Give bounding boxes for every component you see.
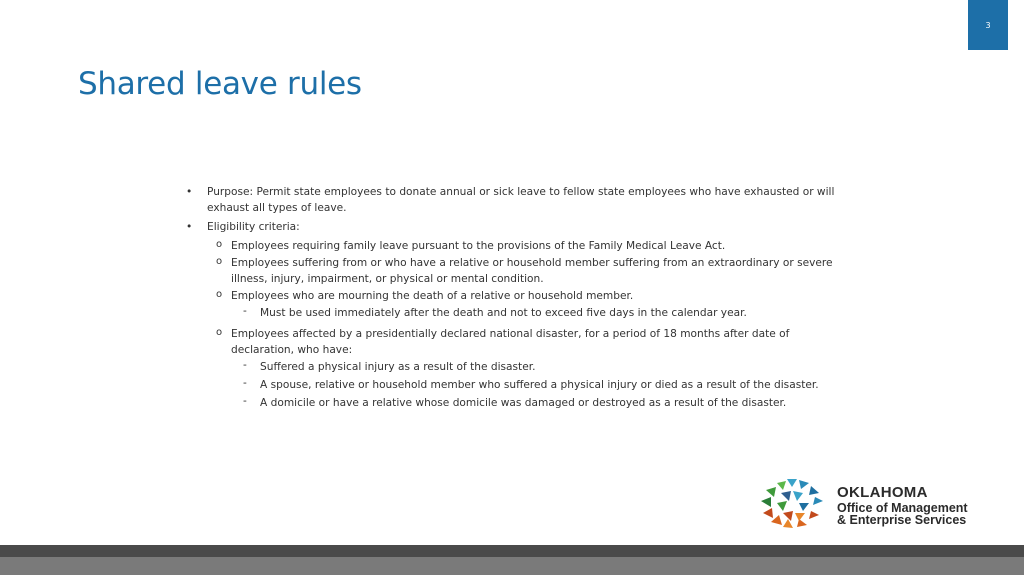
bullet-eligibility	[186, 219, 836, 235]
dash-bullet-icon: -	[243, 359, 247, 371]
circle-bullet-icon: o	[216, 289, 223, 300]
sub-bullet-text: Employees requiring family leave pursuant to the provisions of the Family Medical Leave Act.	[231, 240, 726, 252]
sub-bullet-disaster	[186, 326, 836, 358]
detail-text: A domicile or have a relative whose domicile was damaged or destroyed as a result of the disaster.	[260, 397, 787, 409]
dash-bullet-icon: -	[243, 305, 247, 317]
detail-text: Suffered a physical injury as a result of the disaster.	[260, 361, 536, 373]
sub-bullet-text: Employees affected by a presidentially declared national disaster, for a period of 18 months after date of declaration, who have:	[231, 328, 790, 356]
detail-text: A spouse, relative or household member who suffered a physical injury or died as a result of the disaster.	[260, 379, 819, 391]
circle-bullet-icon: o	[216, 239, 223, 250]
dash-bullet-icon: -	[243, 377, 247, 389]
omes-logo	[757, 477, 1007, 533]
bullet-dot-icon: •	[186, 186, 193, 198]
slide-title: Shared leave rules	[78, 66, 362, 102]
bullet-dot-icon: •	[186, 221, 193, 233]
sub-bullet-mourning	[186, 288, 836, 304]
bullet-purpose	[186, 184, 836, 216]
footer-bar-light	[0, 557, 1024, 575]
bullet-list	[186, 184, 836, 413]
detail-domicile	[186, 395, 836, 411]
detail-relative	[186, 377, 836, 393]
sub-bullet-text: Employees who are mourning the death of a relative or household member.	[231, 290, 634, 302]
dash-bullet-icon: -	[243, 395, 247, 407]
circle-bullet-icon: o	[216, 327, 223, 338]
page-number-badge	[968, 0, 1008, 50]
logo-agency-line2: & Enterprise Services	[837, 513, 967, 527]
page-number: 3	[985, 20, 991, 30]
detail-injury	[186, 359, 836, 375]
logo-agency-line1: Office of Management	[837, 501, 968, 515]
circle-bullet-icon: o	[216, 256, 223, 267]
logo-state-name: OKLAHOMA	[837, 484, 928, 501]
detail-mourning	[186, 305, 836, 321]
omes-star-icon	[757, 477, 829, 531]
sub-bullet-fmla	[186, 238, 836, 254]
sub-bullet-illness	[186, 255, 836, 287]
footer-bar-dark	[0, 545, 1024, 557]
sub-bullet-text: Employees suffering from or who have a relative or household member suffering from an extraordinary or severe illness, injury, impairment, or physical or mental condition.	[231, 257, 833, 285]
detail-text: Must be used immediately after the death and not to exceed five days in the calendar year.	[260, 307, 747, 319]
bullet-eligibility-text: Eligibility criteria:	[207, 221, 300, 233]
bullet-purpose-text: Purpose: Permit state employees to donate annual or sick leave to fellow state employees who have exhausted or will exhaust all types of leave.	[207, 186, 835, 214]
